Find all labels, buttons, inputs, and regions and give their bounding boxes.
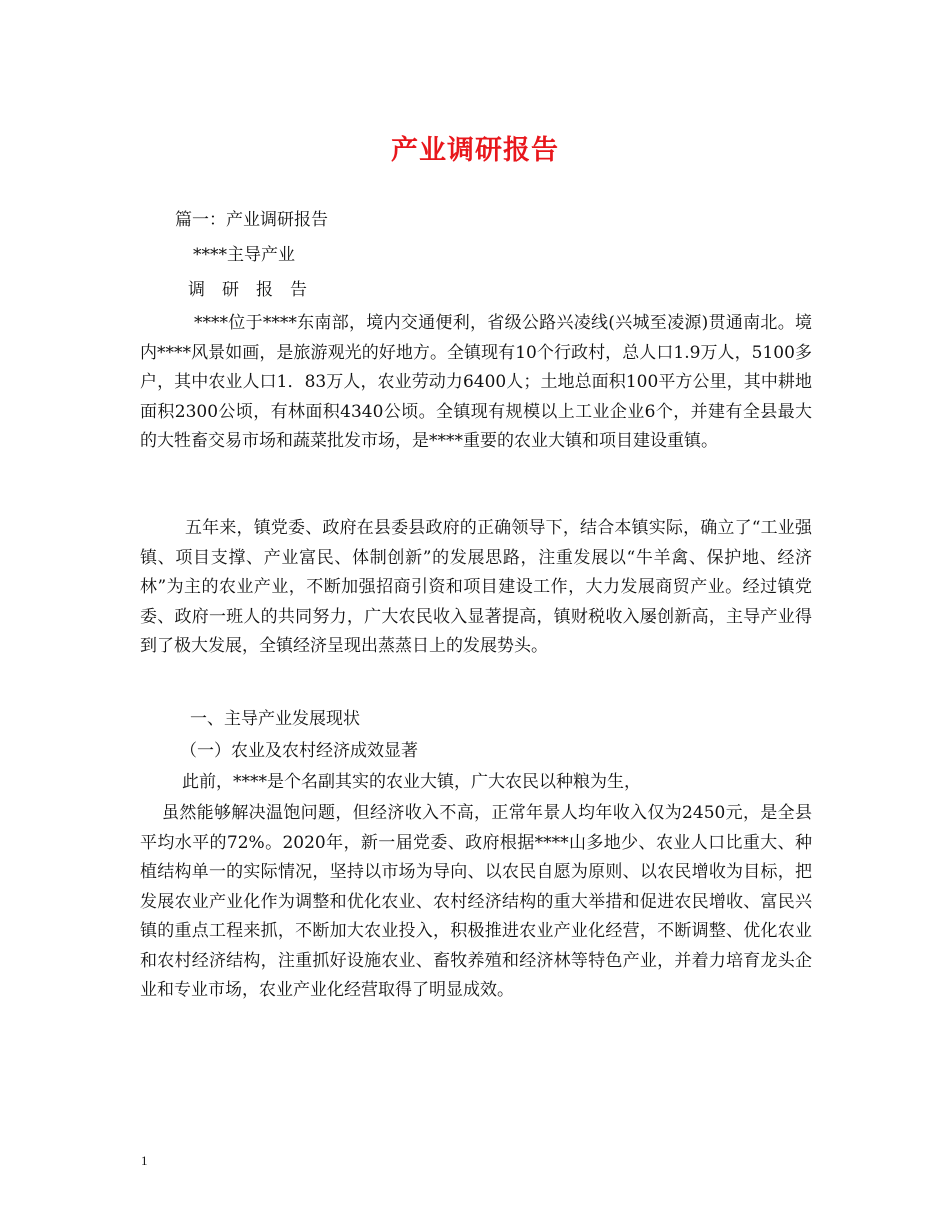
paragraph-1-text: ****位于****东南部，境内交通便利，省级公路兴凌线(兴城至凌源)贯通南北。境内****风景如画，是旅游观光的好地方。全镇现有10个行政村，总人口1.9万人，5100多户，其中农业人口1．83万人，农业劳动力6400人；土地总面积100平方公里，其中耕地面积2300公顷，有林面积4340公顷。全镇现有规模以上工业企业6个，并建有全县最大的大牲畜交易市场和蔬菜批发市场，是****重要的农业大镇和项目建设重镇。 bbox=[140, 313, 812, 451]
paragraph-2-text: 五年来，镇党委、政府在县委县政府的正确领导下，结合本镇实际，确立了“工业强镇、项目支撑、产业富民、体制创新”的发展思路，注重发展以“牛羊禽、保护地、经济林”为主的农业产业，不断加强招商引资和项目建设工作，大力发展商贸产业。经过镇党委、政府一班人的共同努力，广大农民收入显著提高，镇财税收入屡创新高，主导产业得到了极大发展，全镇经济呈现出蒸蒸日上的发展势头。 bbox=[140, 518, 812, 656]
subsection-heading-1: （一）农业及农村经济成效显著 bbox=[180, 741, 418, 761]
paragraph-3: 此前，****是个名副其实的农业大镇，广大农民以种粮为生， bbox=[182, 772, 641, 792]
paragraph-1 bbox=[140, 309, 812, 457]
paragraph-4 bbox=[140, 799, 812, 1006]
document-title: 产业调研报告 bbox=[391, 135, 559, 166]
paragraph-4-text: 虽然能够解决温饱问题，但经济收入不高，正常年景人均年收入仅为2450元，是全县平均水平的72%。2020年，新一届党委、政府根据****山多地少、农业人口比重大、种植结构单一的实际情况，坚持以市场为导向、以农民自愿为原则、以农民增收为目标，把发展农业产业化作为调整和优化农业、农村经济结构的重大举措和促进农民增收、富民兴镇的重点工程来抓，不断加大农业投入，积极推进农业产业化经营，不断调整、优化农业和农村经济结构，注重抓好设施农业、畜牧养殖和经济林等特色产业，并着力培育龙头企业和专业市场，农业产业化经营取得了明显成效。 bbox=[140, 803, 812, 1000]
page-number: 1 bbox=[141, 1153, 148, 1168]
heading-subject: ****主导产业 bbox=[193, 245, 295, 265]
heading-part: 篇一：产业调研报告 bbox=[175, 210, 328, 230]
paragraph-2 bbox=[140, 514, 812, 662]
heading-report: 调 研 报 告 bbox=[188, 280, 307, 300]
section-heading-1: 一、主导产业发展现状 bbox=[190, 709, 360, 729]
